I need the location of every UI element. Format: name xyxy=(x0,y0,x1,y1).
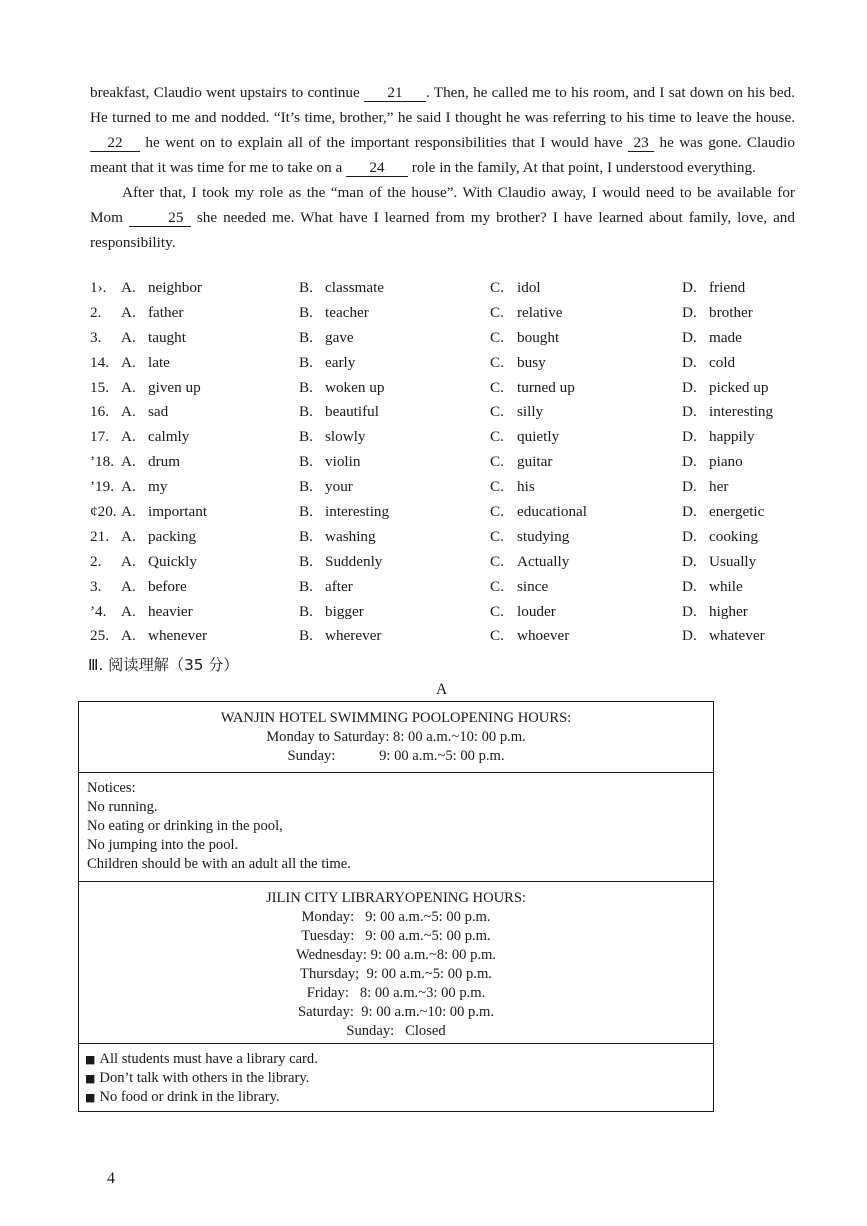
option-c: educational xyxy=(517,503,587,521)
question-number: 2. xyxy=(90,552,102,570)
option-b: beautiful xyxy=(325,403,379,421)
question-number: ’4. xyxy=(90,602,107,620)
option-b: your xyxy=(325,478,353,496)
option-a: given up xyxy=(148,378,201,396)
question-row: 3. A. taught B. gave C. bought D. made xyxy=(90,328,742,346)
option-a: taught xyxy=(148,328,186,346)
question-number: 21. xyxy=(90,527,109,545)
option-b: washing xyxy=(325,527,376,545)
library-rules-cell xyxy=(79,1044,713,1113)
question-number: 2. xyxy=(90,303,102,321)
question-number: ’19. xyxy=(90,478,115,496)
option-a: calmly xyxy=(148,428,190,446)
option-a: packing xyxy=(148,527,197,545)
library-hours-cell xyxy=(79,882,713,1044)
question-number: ’18. xyxy=(90,453,115,471)
pool-hours-cell xyxy=(79,702,713,773)
option-c: silly xyxy=(517,403,544,421)
option-d: piano xyxy=(709,453,743,471)
question-number: 16. xyxy=(90,403,109,421)
notice-item: No running. xyxy=(87,799,158,815)
option-d: friend xyxy=(709,279,746,296)
option-d: her xyxy=(709,478,729,496)
option-c: bought xyxy=(517,328,560,346)
option-b: Suddenly xyxy=(325,552,383,570)
option-b: wherever xyxy=(325,627,382,645)
question-number: 14. xyxy=(90,353,109,371)
library-hours-row: Sunday: Closed xyxy=(346,1023,446,1039)
option-d: picked up xyxy=(709,378,769,396)
option-c: guitar xyxy=(517,453,553,471)
question-row: 15. A. given up B. woken up C. turned up D. picked up xyxy=(90,378,769,396)
question-row: 21. A. packing B. washing C. studying D. cooking xyxy=(90,527,758,545)
notice-table xyxy=(78,701,714,1112)
library-hours-row: Wednesday: 9: 00 a.m.~8: 00 p.m. xyxy=(295,947,497,963)
library-rule: ■ All students must have a library card. xyxy=(85,1050,713,1069)
question-row: 3. A. before B. after C. since D. while xyxy=(90,577,743,595)
question-row: 16. A. sad B. beautiful C. silly D. interesting xyxy=(90,403,774,421)
answer-options xyxy=(90,279,790,652)
option-d: happily xyxy=(709,428,755,446)
question-row: ¢20. A. important B. interesting C. educational D. energetic xyxy=(90,503,765,521)
question-row: 2. A. Quickly B. Suddenly C. Actually D. Usually xyxy=(90,552,757,570)
option-c: turned up xyxy=(517,378,575,396)
page-mark: 4 xyxy=(107,1170,115,1187)
option-c: louder xyxy=(517,602,556,620)
blank-25: 25 xyxy=(129,209,191,227)
library-hours-row: Thursday; 9: 00 a.m.~5: 00 p.m. xyxy=(300,966,492,982)
library-hours-row: Friday: 8: 00 a.m.~3: 00 p.m. xyxy=(306,985,486,1001)
question-number: 3. xyxy=(90,328,102,346)
question-number: 25. xyxy=(90,627,109,645)
option-d: whatever xyxy=(709,627,765,645)
option-c: quietly xyxy=(517,428,560,446)
passage-paragraph-1: breakfast, Claudio went upstairs to continue 21 . Then, he called me to his room, and I sat down on his bed. He turned to me and nodded. “It’s time, brother,” he said I thought he was referring to his time to leave the house. 22 he went on to explain all of the important responsibilities that I would have 23 he was gone. Claudio meant that it was time for me to take on a 24 role in the family, At that point, I understood everything. xyxy=(90,84,796,176)
notice-item: No eating or drinking in the pool, xyxy=(87,818,283,834)
option-a: important xyxy=(148,503,208,521)
option-d: cold xyxy=(709,353,736,371)
option-c: Actually xyxy=(517,552,570,570)
option-b: slowly xyxy=(325,428,366,446)
question-row: ’18. A. drum B. violin C. guitar D. piano xyxy=(90,453,743,471)
passage-letter: A xyxy=(436,681,448,698)
passage-paragraph-2: After that, I took my role as the “man of the house”. With Claudio away, I would need to be available for Mom 25 she needed me. What have I learned from my brother? I have learned about family, love, and responsibility. xyxy=(90,184,795,251)
option-a: before xyxy=(148,577,187,595)
option-d: energetic xyxy=(709,503,765,521)
option-b: classmate xyxy=(325,279,385,296)
question-row: ’4. A. heavier B. bigger C. louder D. higher xyxy=(90,602,748,620)
option-a: drum xyxy=(148,453,181,471)
pool-hours-weekday: Monday to Saturday: 8: 00 a.m.~10: 00 p.m. xyxy=(266,729,526,745)
option-d: brother xyxy=(709,303,753,321)
option-c: since xyxy=(517,577,549,595)
option-a: whenever xyxy=(148,627,208,645)
option-c: his xyxy=(517,478,535,496)
notice-item: Children should be with an adult all the time. xyxy=(87,856,351,872)
option-c: studying xyxy=(517,527,570,545)
notices-label: Notices: xyxy=(87,780,136,796)
option-d: cooking xyxy=(709,527,758,545)
option-d: made xyxy=(709,328,742,346)
question-row: 14. A. late B. early C. busy D. cold xyxy=(90,353,736,371)
question-number: ¢20. xyxy=(90,503,117,521)
option-d: Usually xyxy=(709,552,757,570)
option-c: idol xyxy=(517,279,541,296)
question-number: 15. xyxy=(90,378,109,396)
blank-23: 23 xyxy=(628,134,654,152)
option-a: neighbor xyxy=(148,279,202,296)
option-b: early xyxy=(325,353,356,371)
notice-item: No jumping into the pool. xyxy=(87,837,239,853)
cloze-passage xyxy=(90,80,795,255)
blank-24: 24 xyxy=(346,159,408,177)
option-b: teacher xyxy=(325,303,369,321)
option-c: relative xyxy=(517,303,563,321)
option-a: heavier xyxy=(148,602,193,620)
option-a: late xyxy=(148,353,170,371)
question-number: 17. xyxy=(90,428,109,446)
library-rule: ■ Don’t talk with others in the library. xyxy=(85,1069,713,1088)
option-b: interesting xyxy=(325,503,390,521)
pool-title: WANJIN HOTEL SWIMMING POOLOPENING HOURS: xyxy=(220,710,572,726)
question-number: 1›. xyxy=(90,279,107,296)
option-d: interesting xyxy=(709,403,774,421)
option-d: higher xyxy=(709,602,748,620)
library-rule: ■ No food or drink in the library. xyxy=(85,1088,713,1107)
question-row: ’19. A. my B. your C. his D. her xyxy=(90,478,729,496)
option-c: busy xyxy=(517,353,546,371)
option-b: violin xyxy=(325,453,361,471)
library-hours-row: Saturday: 9: 00 a.m.~10: 00 p.m. xyxy=(298,1004,494,1020)
option-c: whoever xyxy=(517,627,570,645)
option-a: Quickly xyxy=(148,552,197,570)
option-b: gave xyxy=(325,328,354,346)
section-heading: Ⅲ. 阅读理解（35 分） xyxy=(88,656,239,674)
question-number: 3. xyxy=(90,577,102,595)
option-b: bigger xyxy=(325,602,364,620)
option-a: my xyxy=(148,478,168,496)
option-b: after xyxy=(325,577,353,595)
blank-21: 21 xyxy=(364,84,426,102)
option-b: woken up xyxy=(325,378,385,396)
library-hours-row: Monday: 9: 00 a.m.~5: 00 p.m. xyxy=(301,909,491,925)
question-row: 1›. A. neighbor B. classmate C. idol D. friend xyxy=(90,279,746,296)
question-row: 2. A. father B. teacher C. relative D. brother xyxy=(90,303,753,321)
option-a: sad xyxy=(148,403,169,421)
library-hours-row: Tuesday: 9: 00 a.m.~5: 00 p.m. xyxy=(301,928,491,944)
question-row: 25. A. whenever B. wherever C. whoever D. whatever xyxy=(90,627,765,645)
option-a: father xyxy=(148,303,184,321)
blank-22: 22 xyxy=(90,134,140,152)
library-title: JILIN CITY LIBRARYOPENING HOURS: xyxy=(265,890,527,906)
pool-hours-sunday: Sunday: 9: 00 a.m.~5: 00 p.m. xyxy=(287,748,505,764)
pool-notices-cell xyxy=(79,773,713,882)
question-row: 17. A. calmly B. slowly C. quietly D. happily xyxy=(90,428,755,446)
option-d: while xyxy=(709,577,743,595)
